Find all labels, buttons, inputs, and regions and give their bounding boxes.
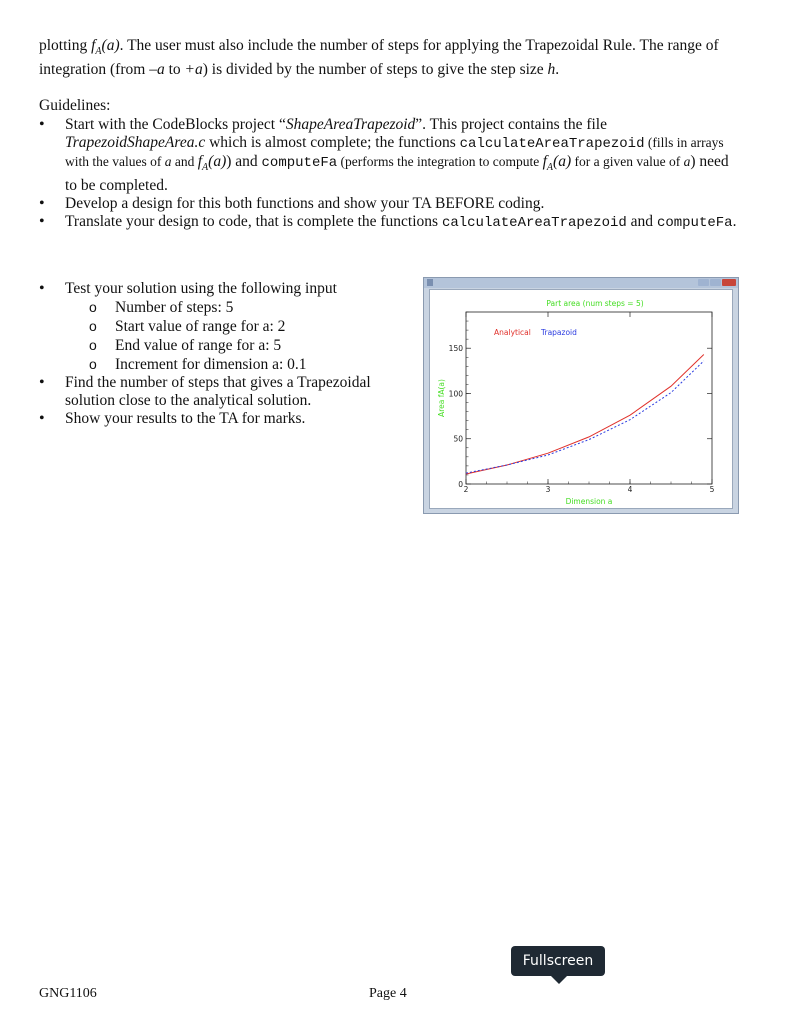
x-tick-label: 5 <box>709 485 715 494</box>
bullet-text: and <box>626 213 657 231</box>
guidelines-list <box>39 116 739 232</box>
fa-subscript: A <box>202 162 209 174</box>
fa-symbol: f <box>197 153 203 170</box>
function-name: calculateAreaTrapezoid <box>441 215 627 232</box>
function-name: computeFa <box>261 155 338 171</box>
bullet-text: and <box>171 154 198 169</box>
intro-text: ) is divided by the number of steps to give the step size <box>202 61 548 79</box>
file-name: TrapezoidShapeArea.c <box>65 134 206 151</box>
bullet-text: ) need to be completed. <box>65 153 729 195</box>
pos-a: +a <box>184 61 203 79</box>
plot-window <box>423 277 739 514</box>
tooltip-arrow <box>551 976 567 984</box>
series-line-trapezoid <box>466 361 704 473</box>
var-a: a <box>683 154 691 169</box>
close-icon[interactable] <box>722 279 736 286</box>
input-steps: o Number of steps: 5 <box>89 298 419 317</box>
legend-analytical: Analytical <box>494 328 531 337</box>
var-a: a <box>164 154 172 169</box>
fa-symbol: f <box>91 37 96 54</box>
plot-frame <box>466 312 712 484</box>
fa-argument: (a) <box>208 153 227 170</box>
x-tick-label: 4 <box>627 485 633 494</box>
y-tick-label: 150 <box>448 344 463 354</box>
bullet-test-solution <box>39 280 419 374</box>
y-tick-label: 0 <box>458 480 463 489</box>
guidelines-heading: Guidelines: <box>39 97 111 114</box>
input-end: o End value of range for a: 5 <box>89 336 419 355</box>
fa-subscript: A <box>546 162 554 174</box>
plot-titlebar <box>424 278 738 288</box>
function-name: computeFa <box>656 215 733 232</box>
fa-argument: (a) <box>553 153 572 170</box>
bullet-develop-design: • Develop a design for this both functions and show your TA BEFORE coding. <box>39 195 739 213</box>
intro-text: . The user must also include the number of steps for applying the Trapezoidal Rule. The range of integration (from <box>39 37 719 79</box>
bullet-text: . <box>732 213 737 231</box>
footer-course: GNG1106 <box>39 986 97 1001</box>
input-increment: o Increment for dimension a: 0.1 <box>89 355 419 374</box>
bullet-text: ”. This project contains the file <box>415 116 607 133</box>
fullscreen-tooltip[interactable]: Fullscreen <box>511 946 605 976</box>
x-axis-label: Dimension a <box>565 497 613 506</box>
bullet-translate-design <box>39 213 739 232</box>
intro-text: to <box>164 61 185 79</box>
input-list <box>65 298 419 374</box>
step-size-h: h <box>547 61 556 79</box>
x-tick-label: 3 <box>545 485 551 494</box>
window-icon <box>427 279 433 286</box>
bullet-start-project <box>39 116 739 195</box>
bullet-text: Test your solution using the following input <box>65 280 337 297</box>
footer-page: Page 4 <box>369 986 407 1001</box>
y-tick-label: 50 <box>453 434 463 444</box>
intro-text: plotting <box>39 37 92 54</box>
fa-argument: (a) <box>101 37 120 54</box>
y-tick-label: 100 <box>448 389 463 399</box>
minimize-icon[interactable] <box>698 279 709 286</box>
bullet-text: for a given value of <box>571 154 684 169</box>
neg-a: –a <box>149 61 165 79</box>
fa-symbol: f <box>542 153 547 170</box>
bullet-text: which is almost complete; the functions <box>205 134 460 151</box>
fa-subscript: A <box>95 46 102 58</box>
function-name: calculateAreaTrapezoid <box>459 136 645 152</box>
x-tick-label: 2 <box>463 485 469 494</box>
input-start: o Start value of range for a: 2 <box>89 317 419 336</box>
bullet-text: ) and <box>226 153 262 170</box>
series-line-analytical <box>466 355 704 475</box>
plot-area <box>429 289 733 509</box>
intro-text: . <box>555 61 560 79</box>
test-list <box>39 280 419 428</box>
project-name: ShapeAreaTrapezoid <box>285 116 416 133</box>
bullet-text: (performs the integration to compute <box>337 154 543 169</box>
bullet-text: Translate your design to code, that is complete the functions <box>65 213 442 231</box>
bullet-show-results: • Show your results to the TA for marks. <box>39 410 419 428</box>
area-chart <box>430 290 732 508</box>
legend-trapezoid: Trapazoid <box>541 328 577 337</box>
y-axis-label: Area fA(a) <box>437 379 446 417</box>
bullet-find-steps: • Find the number of steps that gives a Trapezoidal solution close to the analytical solution. <box>39 374 419 410</box>
chart-title: Part area (num steps = 5) <box>546 299 644 308</box>
bullet-text: Start with the CodeBlocks project “ <box>65 116 286 133</box>
intro-paragraph <box>39 37 759 79</box>
bullet-text: (fills in arrays with the values of <box>65 135 724 169</box>
tick-group <box>449 312 715 494</box>
maximize-icon[interactable] <box>710 279 721 286</box>
